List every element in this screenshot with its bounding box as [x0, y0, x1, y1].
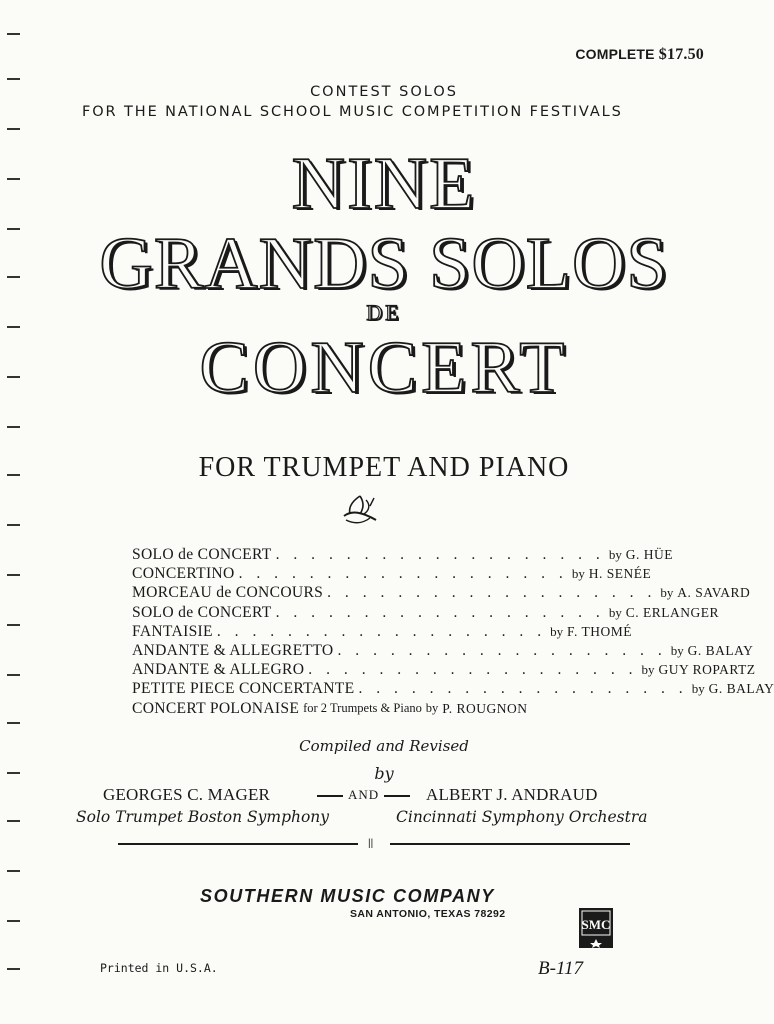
list-item: [132, 583, 751, 602]
piece-title: MORCEAU de CONCOURS: [132, 584, 324, 602]
printed-in: Printed in U.S.A.: [100, 961, 218, 975]
piece-title: ANDANTE & ALLEGRO: [132, 661, 305, 679]
editor-1: GEORGES C. MAGER: [103, 785, 271, 804]
by-label: by: [641, 662, 655, 678]
list-item: [132, 641, 754, 660]
title-line-2: GRANDS SOLOS: [99, 223, 669, 305]
piece-title: CONCERT POLONAISE: [132, 699, 300, 717]
composer: G. BALAY: [708, 681, 774, 697]
subtitle: FOR TRUMPET AND PIANO: [198, 452, 570, 483]
list-item: [132, 660, 756, 679]
price-amount: $17.50: [658, 46, 704, 63]
contents-list: [132, 545, 774, 718]
title-line-3: DE: [366, 300, 402, 325]
by-label: by: [425, 700, 439, 715]
piece-title: FANTAISIE: [132, 622, 213, 640]
list-item: [132, 699, 602, 718]
composer: F. THOMÉ: [567, 623, 632, 639]
by-label: by: [691, 681, 705, 697]
instrumentation-note: for 2 Trumpets & Piano: [303, 700, 422, 715]
leader-dots: . . . . . . . . . . . . . . . . . . .: [238, 565, 568, 583]
divider-mark: ||: [368, 838, 374, 849]
leader-dots: . . . . . . . . . . . . . . . . . . .: [337, 642, 667, 660]
list-item: [132, 545, 673, 564]
editor-2-role: Cincinnati Symphony Orchestra: [396, 808, 648, 826]
by-label: by: [660, 585, 674, 601]
leader-dots: . . . . . . . . . . . . . . . . . . .: [358, 680, 688, 698]
credits-by: by: [374, 764, 394, 783]
price-label: [575, 46, 704, 64]
editor-1-role: Solo Trumpet Boston Symphony: [76, 808, 330, 826]
list-item: [132, 564, 652, 583]
editor-2: ALBERT J. ANDRAUD: [426, 785, 598, 804]
title-line-1: NINE: [291, 143, 477, 225]
price-label-text: COMPLETE: [575, 46, 655, 62]
piece-title: SOLO de CONCERT: [132, 603, 272, 621]
leader-dots: . . . . . . . . . . . . . . . . . . .: [308, 661, 638, 679]
list-item: [132, 603, 719, 622]
catalog-number: B-117: [538, 958, 584, 979]
composer: G. BALAY: [687, 643, 754, 659]
title-line-4: CONCERT: [199, 327, 569, 409]
piece-title: ANDANTE & ALLEGRETTO: [132, 642, 334, 660]
floral-ornament-icon: [340, 494, 380, 528]
leader-dots: . . . . . . . . . . . . . . . . . . .: [216, 622, 547, 640]
by-label: by: [571, 566, 585, 582]
leader-dots: . . . . . . . . . . . . . . . . . . .: [275, 603, 605, 621]
publisher-city: SAN ANTONIO, TEXAS 78292: [350, 908, 506, 920]
by-label: by: [670, 643, 684, 659]
list-item: [132, 679, 774, 698]
composer: P. ROUGNON: [442, 700, 528, 716]
compiled-revised: Compiled and Revised: [299, 737, 469, 755]
divider: [118, 838, 630, 849]
piece-title: SOLO de CONCERT: [132, 546, 272, 563]
piece-title: CONCERTINO: [132, 565, 235, 583]
header-line-2: FOR THE NATIONAL SCHOOL MUSIC COMPETITION FESTIVALS: [82, 104, 623, 120]
leader-dots: . . . . . . . . . . . . . . . . . . .: [327, 584, 657, 602]
composer: H. SENÉE: [588, 566, 652, 582]
leader-dots: . . . . . . . . . . . . . . . . . . .: [275, 546, 605, 563]
composer: GUY ROPARTZ: [658, 662, 756, 678]
by-label: by: [608, 604, 622, 620]
header-line-1: CONTEST SOLOS: [310, 84, 458, 100]
piece-title: PETITE PIECE CONCERTANTE: [132, 680, 355, 698]
and-separator: AND: [312, 787, 415, 803]
list-item: [132, 622, 632, 641]
publisher-name: SOUTHERN MUSIC COMPANY: [200, 886, 495, 906]
smc-logo-text: SMC: [581, 917, 611, 932]
by-label: by: [608, 547, 622, 562]
composer: C. ERLANGER: [625, 604, 719, 620]
by-label: by: [550, 623, 564, 639]
smc-logo-icon: [577, 907, 615, 949]
composer: A. SAVARD: [677, 585, 751, 601]
composer: G. HÜE: [625, 547, 673, 562]
